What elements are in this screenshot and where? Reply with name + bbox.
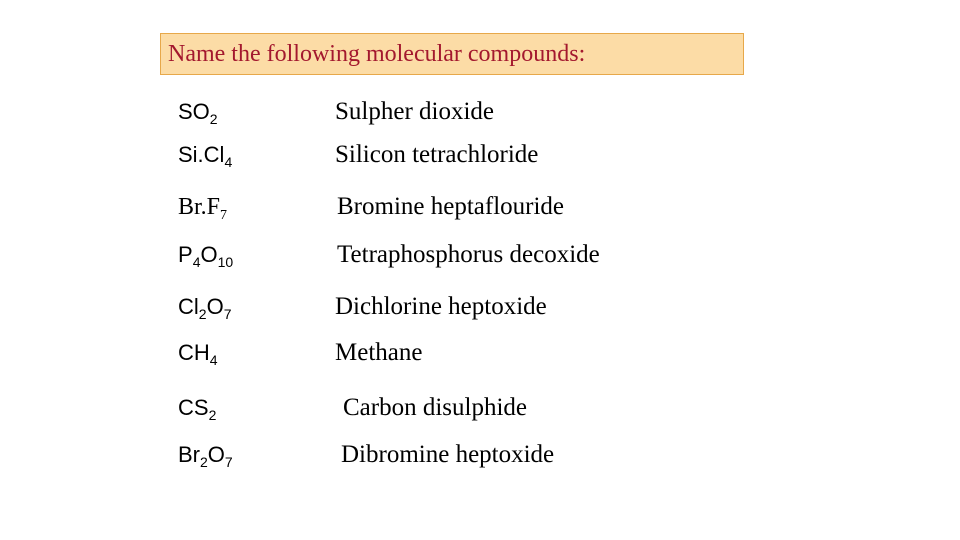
formula-element: Si.Cl [178,142,225,167]
compound-row [0,395,960,435]
compound-name: Sulpher dioxide [335,98,495,125]
compound-row [0,242,960,282]
formula-element: CS [178,395,209,420]
compound-formula [178,142,232,168]
formula-element: Br.F [178,194,221,220]
compound-formula [178,442,233,468]
formula-element: O [206,294,224,319]
compound-formula [178,395,216,421]
compound-formula [178,294,232,320]
formula-element: Cl [178,294,199,319]
compound-name: Bromine heptaflouride [337,193,565,220]
compound-row [0,99,960,139]
compound-row [0,442,960,482]
formula-subscript: 10 [217,254,234,270]
formula-element: P [178,242,193,267]
compound-name: Silicon tetrachloride [335,141,539,168]
compound-row [0,340,960,380]
compound-formula [178,340,218,366]
compound-formula [178,99,218,125]
compound-formula [178,194,228,223]
compound-name: Dichlorine heptoxide [335,293,547,320]
formula-element: SO [178,99,210,124]
formula-subscript: 7 [223,306,232,322]
formula-element: O [200,242,218,267]
formula-subscript: 2 [208,407,217,423]
formula-subscript: 4 [209,352,218,368]
formula-subscript: 4 [192,254,201,270]
compound-name: Methane [335,339,423,366]
compound-name: Dibromine heptoxide [341,441,555,468]
formula-subscript: 2 [209,111,218,127]
formula-subscript: 7 [224,454,233,470]
compound-row [0,294,960,334]
formula-element: Br [178,442,200,467]
formula-element: O [207,442,225,467]
formula-subscript: 4 [224,154,233,170]
compound-row [0,142,960,182]
compound-name: Tetraphosphorus decoxide [337,241,600,268]
formula-element: CH [178,340,210,365]
formula-subscript: 2 [198,306,207,322]
formula-subscript: 7 [220,208,228,223]
formula-subscript: 2 [200,454,208,470]
compound-name: Carbon disulphide [343,394,528,421]
title-box [160,33,744,75]
compound-formula [178,242,233,268]
compound-row [0,194,960,234]
page-title: Name the following molecular compounds: [168,41,586,67]
